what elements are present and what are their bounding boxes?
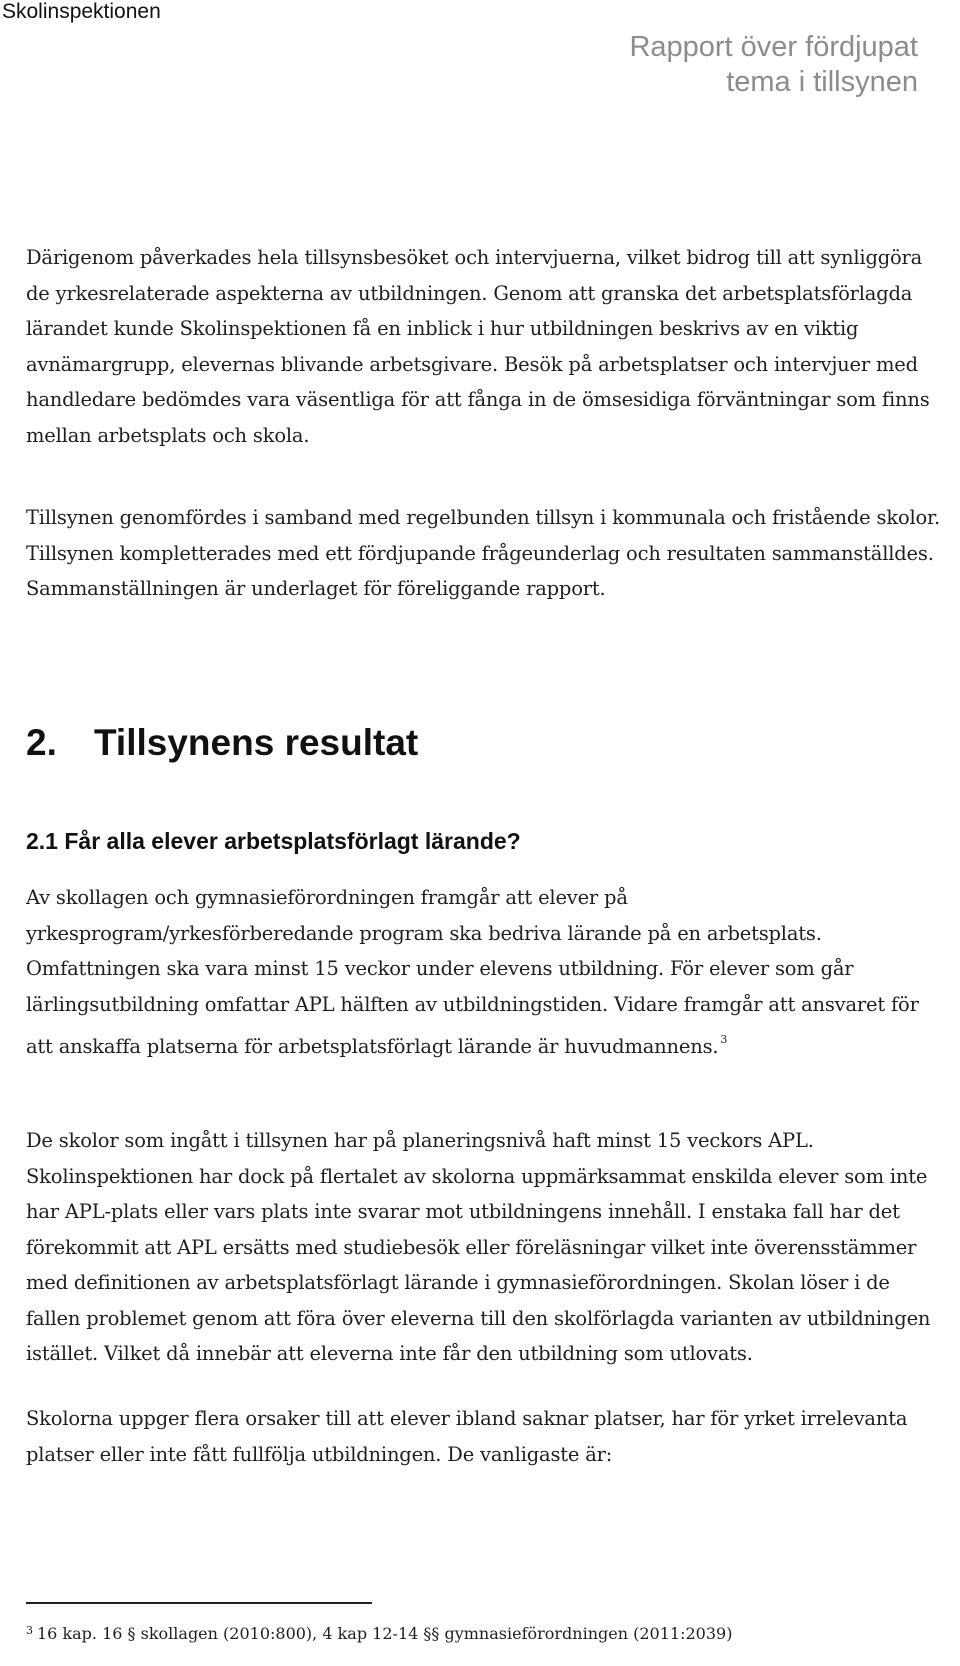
paragraph-legal-text: Av skollagen och gymnasieförordningen framgår att elever på yrkesprogram/yrkesförberedande program ska bedriva lärande på en arbetsplats. Omfattningen ska vara minst 15 veckor under elevens utbildning. För elever som går lärlingsutbildning omfattar APL hälften av utbildningstiden. Vidare framgår att ansvaret för att anskaffa platserna för arbetsplatsförlagt lärande är huvudmannens. bbox=[26, 886, 919, 1058]
footnote-number: 3 bbox=[26, 1624, 33, 1637]
report-title-line-2: tema i tillsynen bbox=[726, 66, 918, 98]
section-title: Tillsynens resultat bbox=[94, 722, 419, 763]
footnote-divider bbox=[26, 1602, 372, 1604]
section-number: 2. bbox=[26, 722, 57, 763]
footnote-text: 16 kap. 16 § skollagen (2010:800), 4 kap 12-14 §§ gymnasieförordningen (2011:2039) bbox=[37, 1624, 733, 1643]
paragraph-supervision: Tillsynen genomfördes i samband med regelbunden tillsyn i kommunala och fristående skolor. Tillsynen kompletterades med ett fördjupande frågeunderlag och resultaten sammanställdes. Sammanställningen är underlaget för föreliggande rapport. bbox=[26, 506, 941, 600]
paragraph-reasons: Skolorna uppger flera orsaker till att elever ibland saknar platser, har för yrket irrelevanta platser eller inte fått fullfölja utbildningen. De vanligaste är: bbox=[26, 1407, 908, 1466]
subsection-heading: 2.1 Får alla elever arbetsplatsförlagt lärande? bbox=[26, 828, 521, 854]
paragraph-findings: De skolor som ingått i tillsynen har på planeringsnivå haft minst 15 veckors APL. Skolinspektionen har dock på flertalet av skolorna uppmärksammat enskilda elever som inte har APL-plats eller vars plats inte svarar mot utbildningens innehåll. I enstaka fall har det förekommit att APL ersätts med studiebesök eller föreläsningar vilket inte överensstämmer med definitionen av arbetsplatsförlagt lärande i gymnasieförordningen. Skolan löser i de fallen problemet genom att föra över eleverna till den skolförlagda varianten av utbildningen istället. Vilket då innebär att eleverna inte får den utbildning som utlovats. bbox=[26, 1129, 931, 1365]
report-title bbox=[418, 30, 918, 100]
section-heading bbox=[26, 722, 418, 764]
paragraph-legal-requirements bbox=[26, 880, 946, 1065]
paragraph-method: Därigenom påverkades hela tillsynsbesöket och intervjuerna, vilket bidrog till att synliggöra de yrkesrelaterade aspekterna av utbildningen. Genom att granska det arbetsplatsförlagda lärandet kunde Skolinspektionen få en inblick i hur utbildningen beskrivs av en viktig avnämargrupp, elevernas blivande arbetsgivare. Besök på arbetsplatser och intervjuer med handledare bedömdes vara väsentliga för att fånga in de ömsesidiga förväntningar som finns mellan arbetsplats och skola. bbox=[26, 246, 930, 447]
report-title-line-1: Rapport över fördjupat bbox=[629, 31, 918, 63]
organization-name: Skolinspektionen bbox=[2, 0, 161, 23]
footnote-reference: 3 bbox=[720, 1033, 728, 1046]
footnote bbox=[26, 1624, 732, 1643]
